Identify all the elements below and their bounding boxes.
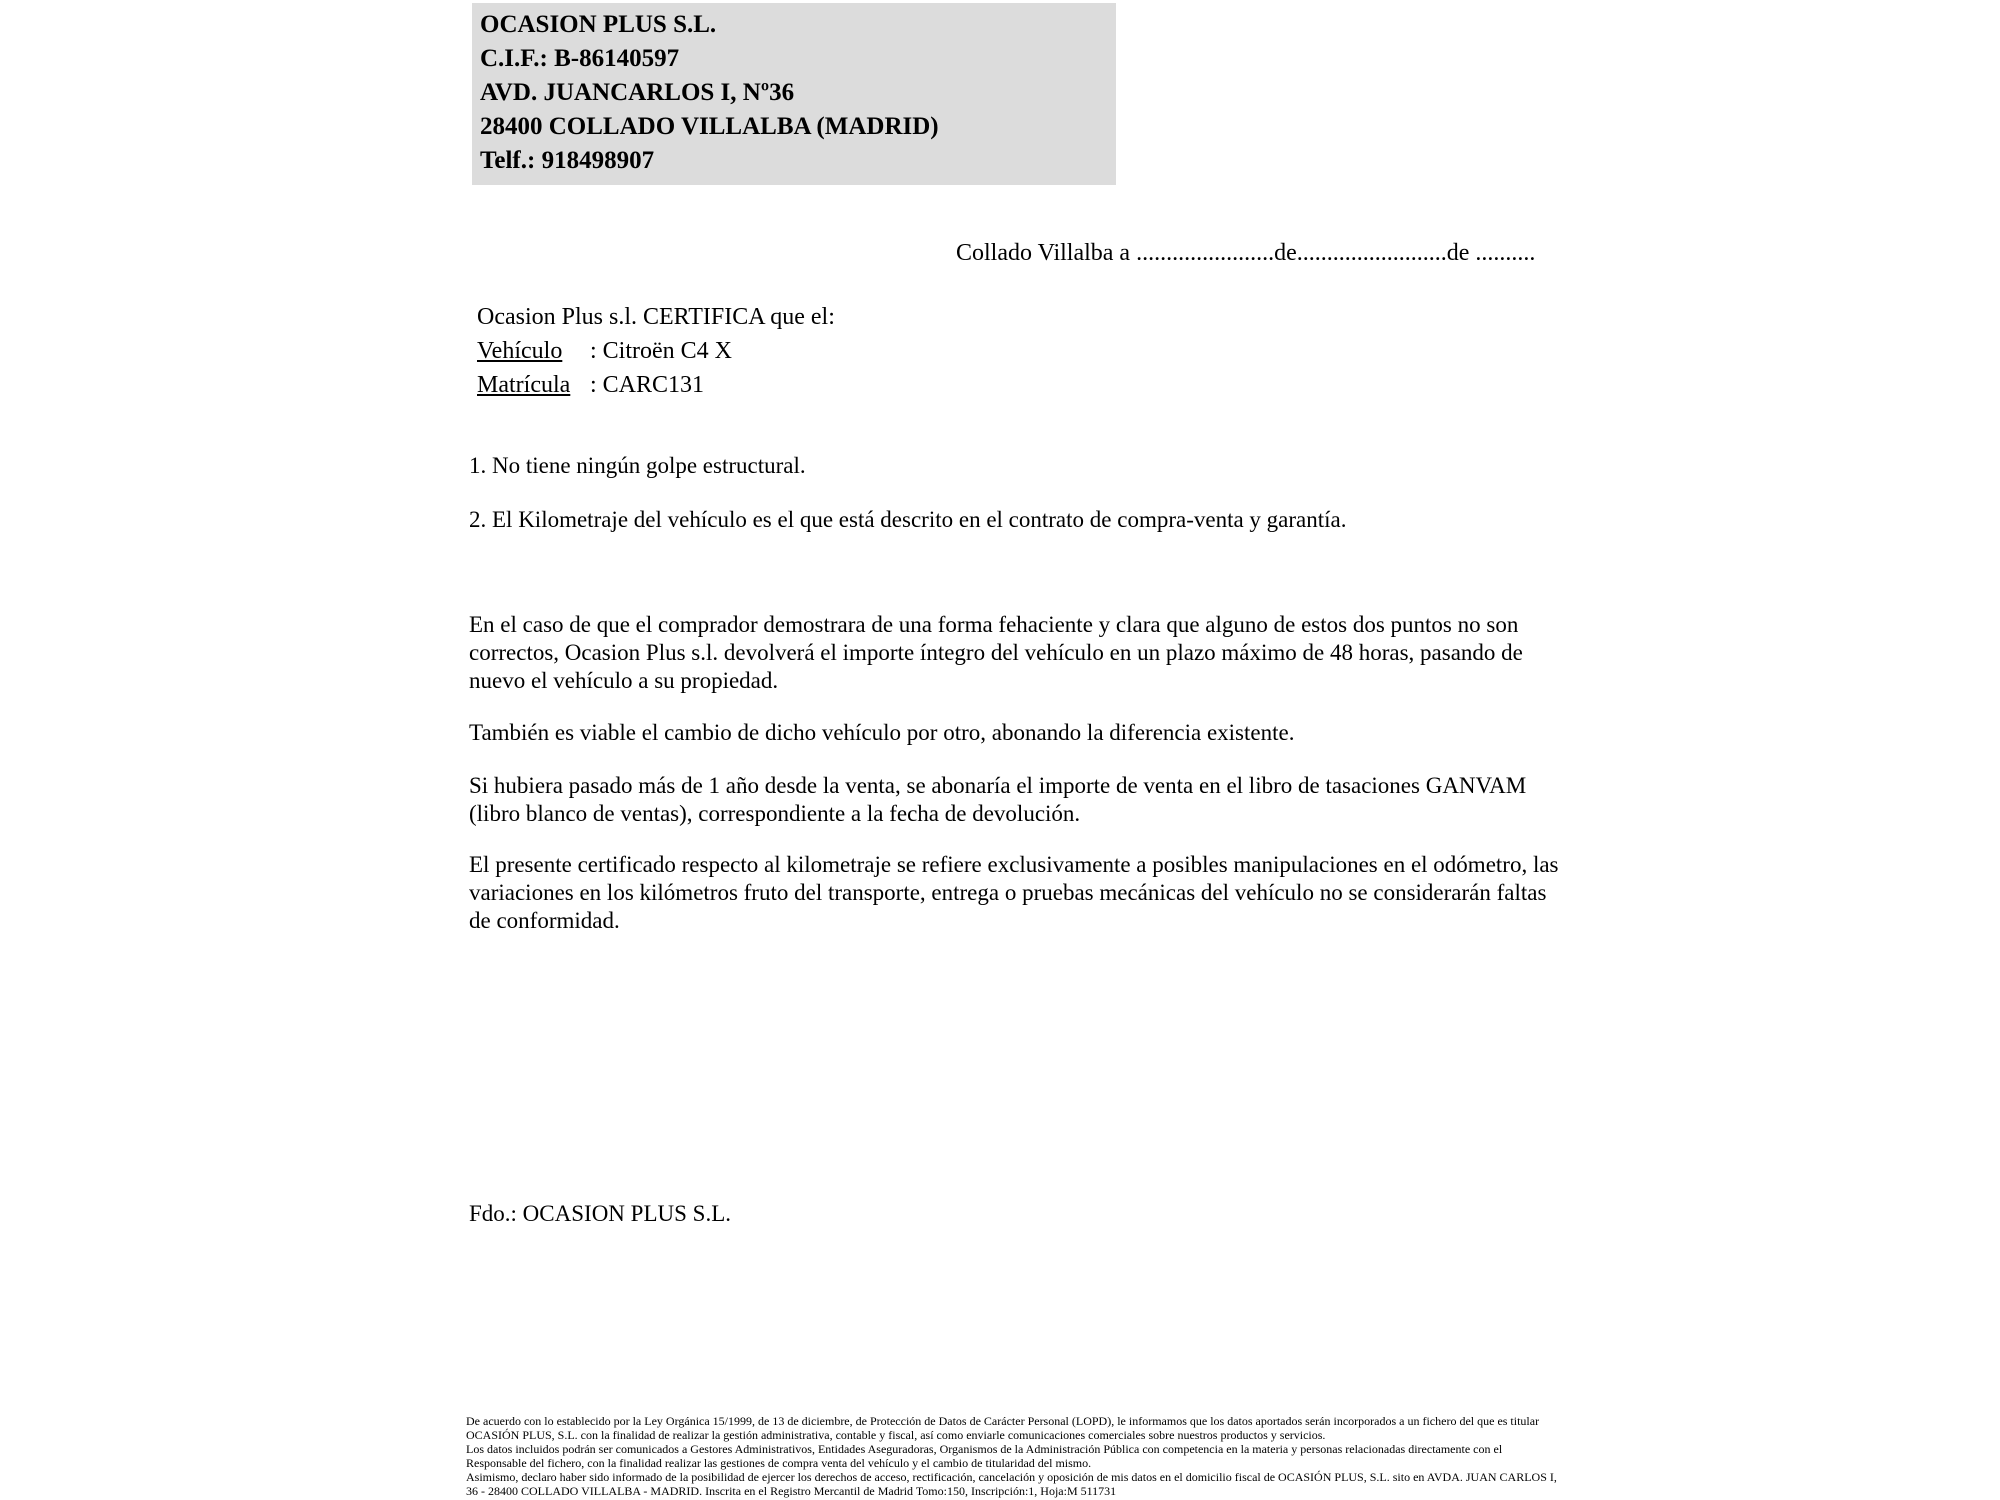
- legal-paragraph-data-sharing: Los datos incluidos podrán ser comunicados a Gestores Administrativos, Entidades Aseguradoras, Organismos de la Administración Pública con competencia en la materia y personas relacionadas directamente con el Responsable del fichero, con la finalidad realizar las gestiones de compra venta del vehículo y el cambio de titularidad del mismo.: [466, 1442, 1503, 1470]
- vehicle-row: [477, 334, 835, 368]
- paragraph-ganvam: Si hubiera pasado más de 1 año desde la venta, se abonaría el importe de venta en el libro de tasaciones GANVAM (libro blanco de ventas), correspondiente a la fecha de devolución.: [469, 773, 1527, 826]
- company-city: 28400 COLLADO VILLALBA (MADRID): [480, 113, 939, 140]
- vehicle-value: : Citroën C4 X: [590, 338, 732, 364]
- date-line: Collado Villalba a .......................de.........................de ..........: [956, 240, 1536, 266]
- legal-paragraph-rights: Asimismo, declaro haber sido informado de la posibilidad de ejercer los derechos de acceso, rectificación, cancelación y oposición de mis datos en el domicilio fiscal de OCASIÓN PLUS, S.L. sito en AVDA. JUAN CARLOS I, 36 - 28400 COLLADO VILLALBA - MADRID. Inscrita en el Registro Mercantil de Madrid Tomo:150, Inscripción:1, Hoja:M 511731: [466, 1470, 1557, 1498]
- certify-intro: Ocasion Plus s.l. CERTIFICA que el:: [477, 304, 835, 330]
- company-name: OCASION PLUS S.L.: [480, 11, 717, 38]
- company-letterhead: [472, 3, 1116, 185]
- signature-line: Fdo.: OCASION PLUS S.L.: [469, 1201, 731, 1226]
- clause-1: 1. No tiene ningún golpe estructural.: [469, 453, 806, 478]
- paragraph-exchange: También es viable el cambio de dicho vehículo por otro, abonando la diferencia existente.: [469, 720, 1295, 745]
- vehicle-label: Vehículo: [477, 338, 563, 364]
- certify-block: [477, 300, 835, 402]
- clause-2: 2. El Kilometraje del vehículo es el que está descrito en el contrato de compra-venta y garantía.: [469, 507, 1347, 532]
- legal-paragraph-lopd: De acuerdo con lo establecido por la Ley Orgánica 15/1999, de 13 de diciembre, de Protección de Datos de Carácter Personal (LOPD), le informamos que los datos aportados serán incorporados a un fichero del que es titular OCASIÓN PLUS, S.L. con la finalidad de realizar la gestión administrativa, contable y fiscal, así como enviarle comunicaciones comerciales sobre nuestros productos y servicios.: [466, 1414, 1540, 1442]
- plate-row: [477, 368, 835, 402]
- legal-footer: [466, 1414, 1558, 1498]
- plate-label: Matrícula: [477, 372, 571, 398]
- paragraph-refund: En el caso de que el comprador demostrara de una forma fehaciente y clara que alguno de estos dos puntos no son correctos, Ocasion Plus s.l. devolverá el importe íntegro del vehículo en un plazo máximo de 48 horas, pasando de nuevo el vehículo a su propiedad.: [469, 612, 1523, 693]
- company-phone: Telf.: 918498907: [480, 147, 655, 174]
- company-cif: C.I.F.: B-86140597: [480, 45, 680, 72]
- company-address: AVD. JUANCARLOS I, Nº36: [480, 79, 795, 106]
- paragraph-odometer: El presente certificado respecto al kilometraje se refiere exclusivamente a posibles manipulaciones en el odómetro, las variaciones en los kilómetros fruto del transporte, entrega o pruebas mecánicas del vehículo no se considerarán faltas de conformidad.: [469, 852, 1559, 933]
- plate-value: : CARC131: [590, 372, 705, 398]
